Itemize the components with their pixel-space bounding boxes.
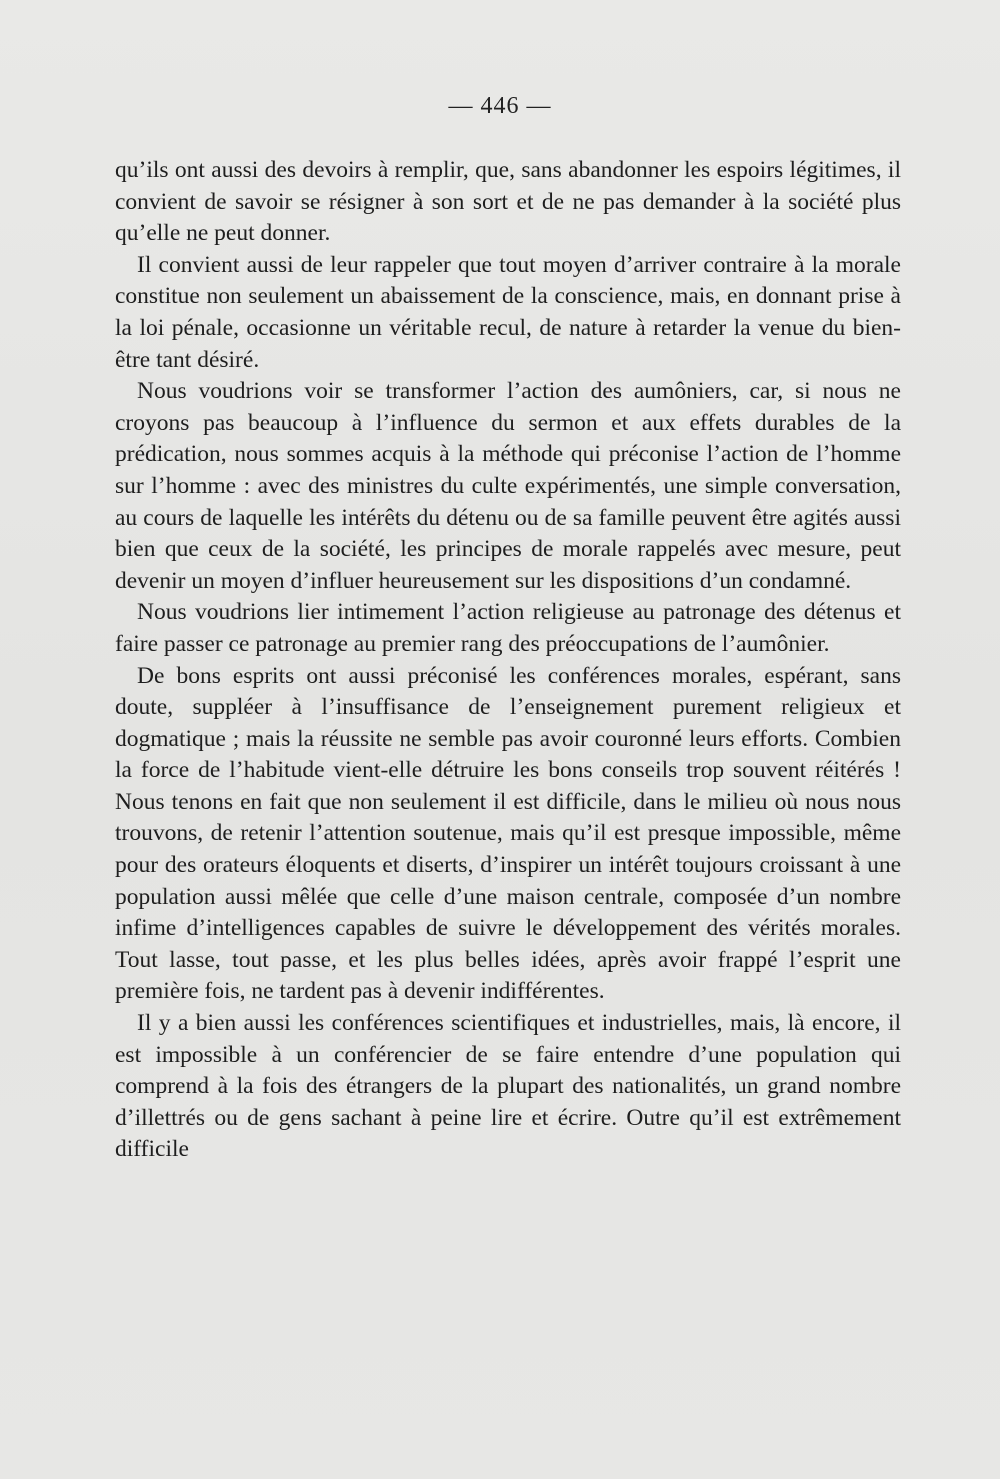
paragraph-5: De bons esprits ont aussi préconisé les conférences morales, espérant, sans doute, suppléer à l’insuffisance de l’enseignement purement religieux et dogmatique ; mais la réussite ne semble pas avoir couronné leurs efforts. Combien la force de l’habitude vient-elle détruire les bons conseils trop souvent réitérés ! Nous tenons en fait que non seulement il est difficile, dans le milieu où nous nous trouvons, de retenir l’attention soutenue, mais qu’il est presque impossible, même pour des orateurs éloquents et diserts, d’inspirer un intérêt toujours croissant à une population aussi mêlée que celle d’une maison centrale, composée d’un nombre infime d’intelligences capables de suivre le développement des vérités morales. Tout lasse, tout passe, et les plus belles idées, après avoir frappé l’esprit une première fois, ne tardent pas à devenir indifférentes. bbox=[115, 662, 901, 1005]
paragraph-6: Il y a bien aussi les conférences scientifiques et industrielles, mais, là encore, il est impossible à un conférencier de se faire entendre d’une population qui comprend à la fois des étrangers de la plupart des nationalités, un grand nombre d’illettrés ou de gens sachant à peine lire et écrire. Outre qu’il est extrêmement difficile bbox=[115, 1010, 901, 1163]
page-body bbox=[115, 155, 901, 1166]
page-number: — 446 — bbox=[448, 93, 552, 119]
paragraph-2: Il convient aussi de leur rappeler que tout moyen d’arriver contraire à la morale constitue non seulement un abaissement de la conscience, mais, en donnant prise à la loi pénale, occasionne un véritable recul, de nature à retarder la venue du bien-être tant désiré. bbox=[115, 251, 901, 373]
paragraph-4: Nous voudrions lier intimement l’action religieuse au patronage des détenus et faire passer ce patronage au premier rang des préoccupations de l’aumônier. bbox=[115, 599, 901, 657]
paragraph-3: Nous voudrions voir se transformer l’action des aumôniers, car, si nous ne croyons pas beaucoup à l’influence du sermon et aux effets durables de la prédication, nous sommes acquis à la méthode qui préconise l’action de l’homme sur l’homme : avec des ministres du culte expérimentés, une simple conversation, au cours de laquelle les intérêts du détenu ou de sa famille peuvent être agités aussi bien que ceux de la société, les principes de morale rappelés avec mesure, peut devenir un moyen d’influer heureusement sur les dispositions d’un condamné. bbox=[115, 378, 901, 594]
paragraph-1: qu’ils ont aussi des devoirs à remplir, que, sans abandonner les espoirs légitimes, il convient de savoir se résigner à son sort et de ne pas demander à la société plus qu’elle ne peut donner. bbox=[115, 157, 901, 247]
